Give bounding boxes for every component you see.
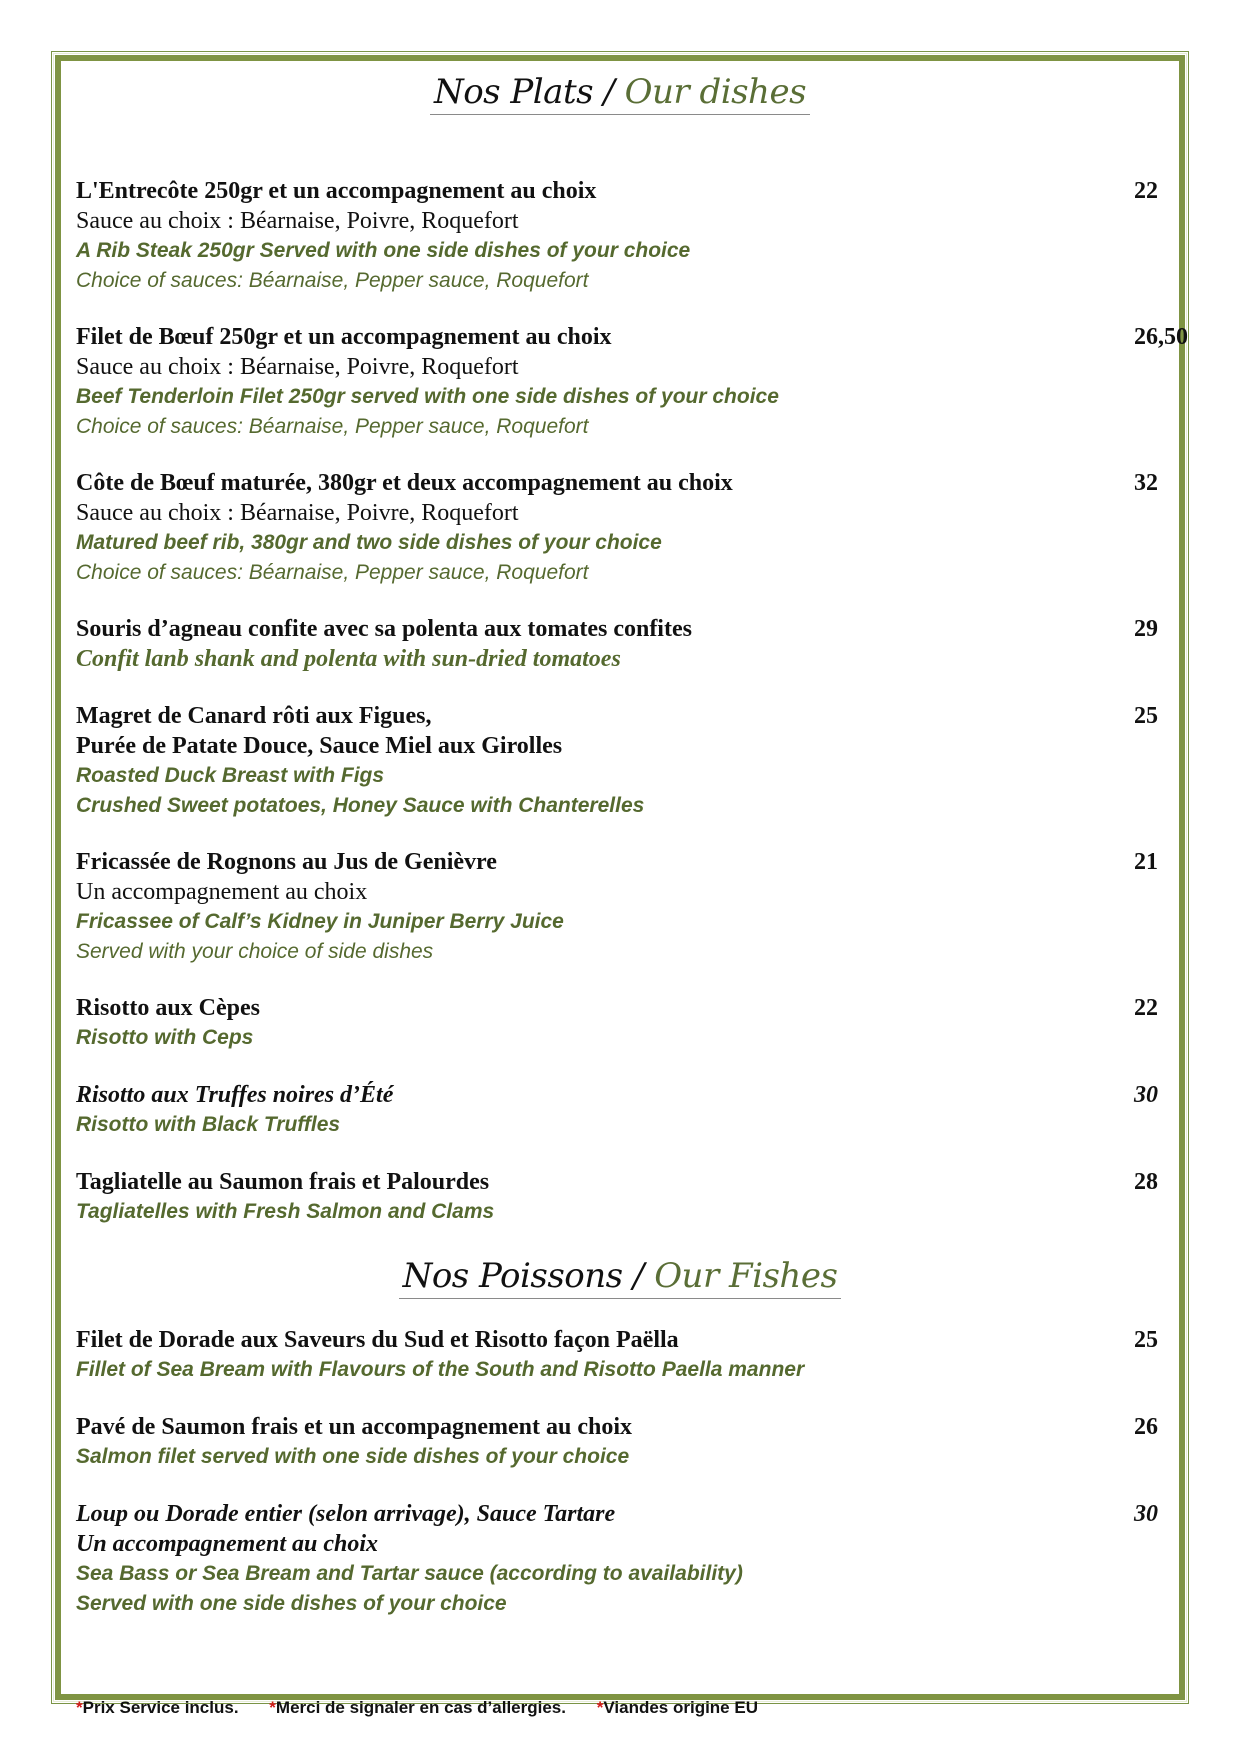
dish-subtitle: Sauce au choix : Béarnaise, Poivre, Roquefort xyxy=(76,208,519,234)
section-title-fr: Nos Poissons xyxy=(402,1256,623,1296)
footer-note-text: Viandes origine EU xyxy=(603,1698,758,1717)
dish-english: Matured beef rib, 380gr and two side dishes of your choice xyxy=(76,531,662,554)
dish-english-line2: Served with one side dishes of your choice xyxy=(76,1592,507,1615)
menu-item xyxy=(76,1325,1158,1385)
dish-price: 28 xyxy=(1134,1169,1158,1195)
footer-note-text: Prix Service inclus. xyxy=(82,1698,239,1717)
dish-title: Filet de Bœuf 250gr et un accompagnement au choix xyxy=(76,324,612,350)
footer-note-text: Merci de signaler en cas d’allergies. xyxy=(275,1698,566,1717)
menu-item xyxy=(76,847,1158,967)
footer-note-allergies xyxy=(269,1698,566,1717)
menu-item xyxy=(76,1080,1158,1140)
dish-price: 22 xyxy=(1134,178,1158,204)
dish-title: Tagliatelle au Saumon frais et Palourdes xyxy=(76,1169,490,1195)
dish-price: 29 xyxy=(1134,616,1158,642)
section-title-separator: / xyxy=(622,1256,655,1296)
dish-english: Risotto with Ceps xyxy=(76,1026,254,1049)
dish-subtitle: Sauce au choix : Béarnaise, Poivre, Roquefort xyxy=(76,354,519,380)
dish-english: A Rib Steak 250gr Served with one side dishes of your choice xyxy=(76,239,691,262)
footer-note-service xyxy=(76,1698,239,1717)
dish-title-line2: Purée de Patate Douce, Sauce Miel aux Girolles xyxy=(76,733,563,759)
menu-item xyxy=(76,1499,1158,1619)
section-title-fr: Nos Plats xyxy=(433,72,594,112)
dish-title: Fricassée de Rognons au Jus de Genièvre xyxy=(76,849,497,875)
dish-price: 22 xyxy=(1134,995,1158,1021)
dish-english: Salmon filet served with one side dishes of your choice xyxy=(76,1445,630,1468)
dish-title: Côte de Bœuf maturée, 380gr et deux accompagnement au choix xyxy=(76,470,733,496)
dish-english: Beef Tenderloin Filet 250gr served with one side dishes of your choice xyxy=(76,385,779,408)
menu-item xyxy=(76,468,1158,588)
dish-english-sub: Choice of sauces: Béarnaise, Pepper sauce, Roquefort xyxy=(76,269,589,292)
section-title-en: Our dishes xyxy=(624,72,807,112)
dish-price: 21 xyxy=(1134,849,1158,875)
dish-title: Souris d’agneau confite avec sa polenta aux tomates confites xyxy=(76,616,692,642)
section-title-separator: / xyxy=(593,72,625,112)
menu-item xyxy=(76,701,1158,821)
dish-english: Fillet of Sea Bream with Flavours of the South and Risotto Paella manner xyxy=(76,1358,805,1381)
dish-title: Filet de Dorade aux Saveurs du Sud et Risotto façon Paëlla xyxy=(76,1327,679,1353)
menu-item xyxy=(76,1167,1158,1227)
dish-title: Risotto aux Truffes noires d’Été xyxy=(76,1082,394,1108)
dish-title: Risotto aux Cèpes xyxy=(76,995,260,1021)
section-title-en: Our Fishes xyxy=(654,1256,838,1296)
menu-item xyxy=(76,176,1158,296)
footer-note-origin xyxy=(597,1698,758,1717)
dish-english: Confit lanb shank and polenta with sun-dried tomatoes xyxy=(76,646,621,672)
dish-title: Loup ou Dorade entier (selon arrivage), Sauce Tartare xyxy=(76,1501,616,1527)
dish-title: Magret de Canard rôti aux Figues, xyxy=(76,703,432,729)
dish-price: 30 xyxy=(1134,1082,1158,1108)
menu-item xyxy=(76,322,1188,442)
dish-title-line2: Un accompagnement au choix xyxy=(76,1531,379,1557)
dish-price: 30 xyxy=(1134,1501,1158,1527)
asterisk-icon: * xyxy=(76,1698,83,1717)
dish-price: 26 xyxy=(1134,1414,1158,1440)
section-title-dishes xyxy=(0,72,1240,115)
dish-english-sub: Choice of sauces: Béarnaise, Pepper sauce, Roquefort xyxy=(76,561,589,584)
dish-english-sub: Served with your choice of side dishes xyxy=(76,940,434,963)
dish-subtitle: Un accompagnement au choix xyxy=(76,879,368,905)
dish-title: L'Entrecôte 250gr et un accompagnement au choix xyxy=(76,178,597,204)
dish-english: Sea Bass or Sea Bream and Tartar sauce (according to availability) xyxy=(76,1562,743,1585)
dish-english: Fricassee of Calf’s Kidney in Juniper Berry Juice xyxy=(76,910,564,933)
menu-item xyxy=(76,614,1158,674)
dish-english: Roasted Duck Breast with Figs xyxy=(76,764,385,787)
menu-item xyxy=(76,993,1158,1053)
dish-price: 32 xyxy=(1134,470,1158,496)
asterisk-icon: * xyxy=(269,1698,276,1717)
dish-subtitle: Sauce au choix : Béarnaise, Poivre, Roquefort xyxy=(76,500,519,526)
dish-english: Tagliatelles with Fresh Salmon and Clams xyxy=(76,1200,495,1223)
asterisk-icon: * xyxy=(596,1698,604,1717)
dish-english: Risotto with Black Truffles xyxy=(76,1113,341,1136)
dish-price: 26,50 xyxy=(1134,324,1188,350)
dish-title: Pavé de Saumon frais et un accompagnement au choix xyxy=(76,1414,632,1440)
dish-price: 25 xyxy=(1134,1327,1158,1353)
menu-item xyxy=(76,1412,1158,1472)
dish-english-line2: Crushed Sweet potatoes, Honey Sauce with Chanterelles xyxy=(76,794,645,817)
footer-notes xyxy=(76,1696,784,1720)
dish-price: 25 xyxy=(1134,703,1158,729)
dish-english-sub: Choice of sauces: Béarnaise, Pepper sauce, Roquefort xyxy=(76,415,589,438)
section-title-fishes xyxy=(0,1256,1240,1299)
